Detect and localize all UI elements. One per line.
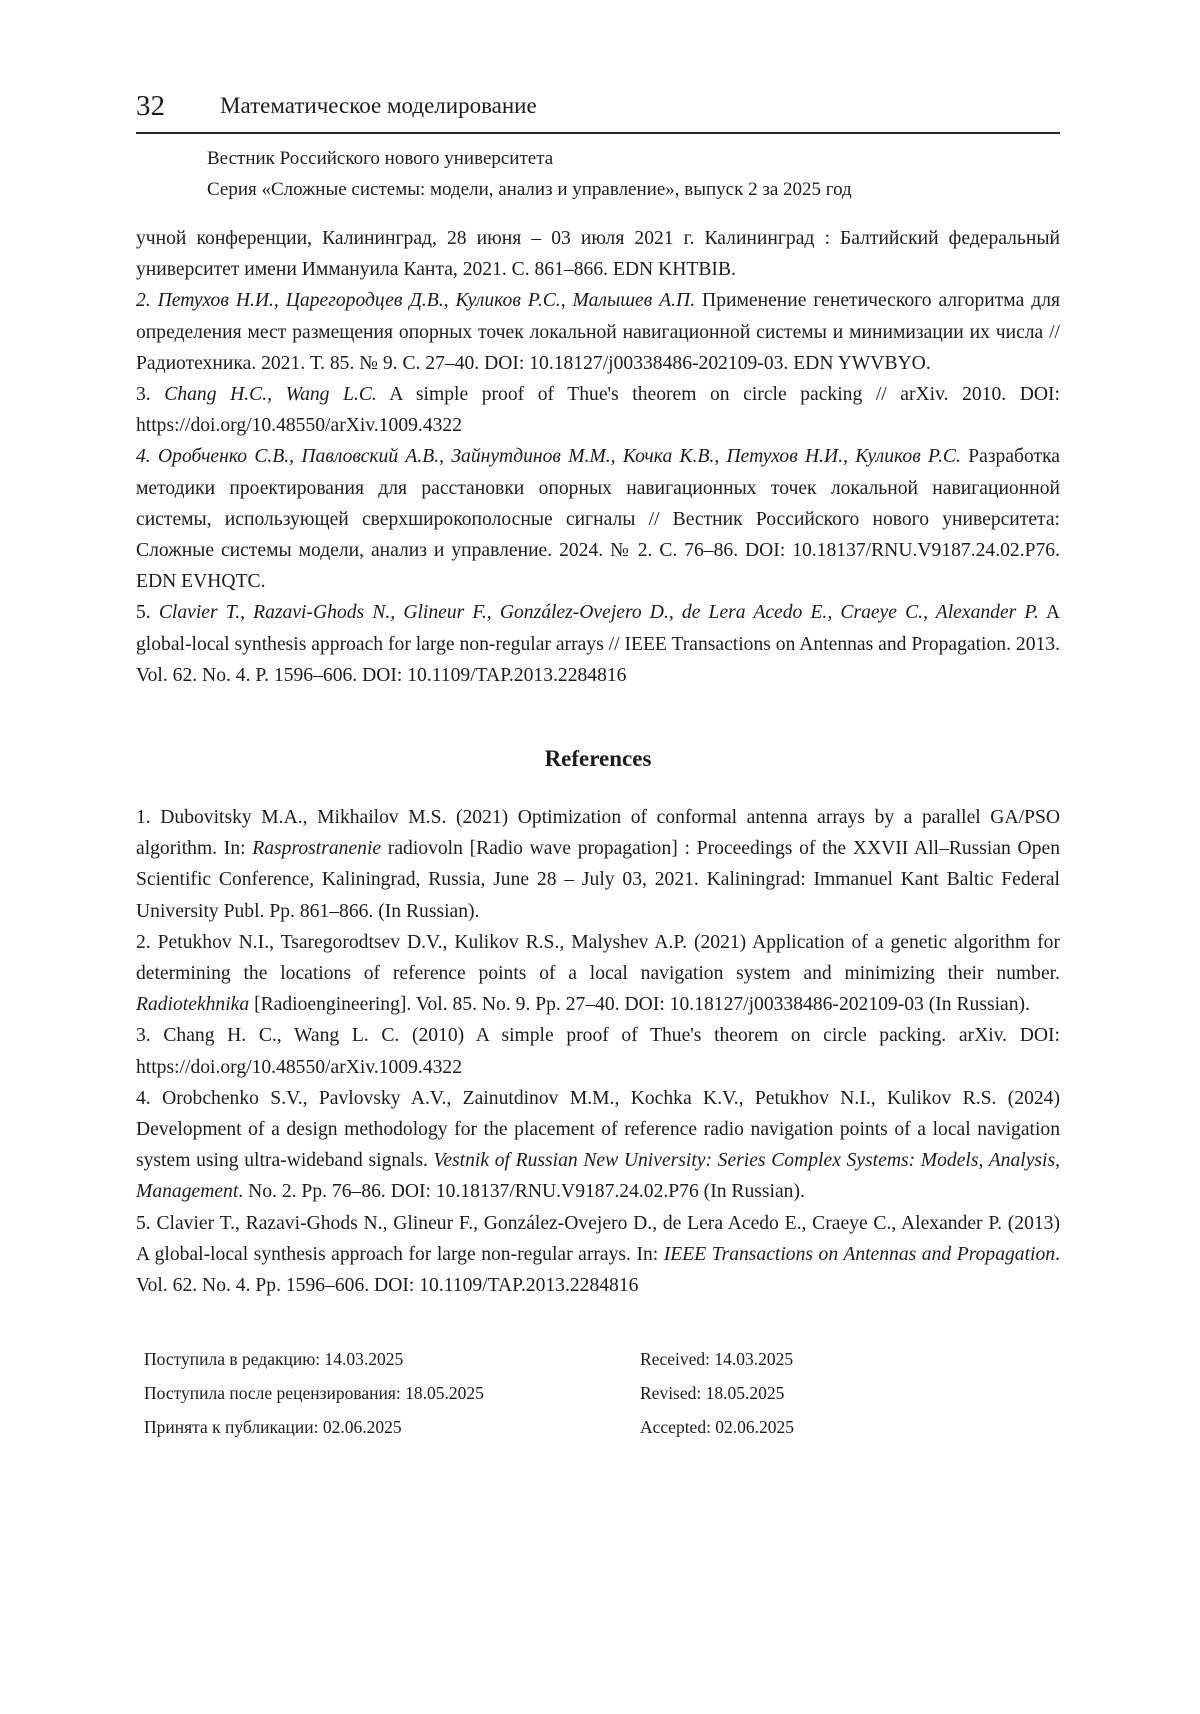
reference-text: 5. Clavier T., Razavi-Ghods N., Glineur F., González-Ovejero D., de Lera Acedo E., Craeye C., Alexander P. (2013) A global-local synthesis approach for large non-regular arrays. In: <box>136 1212 1060 1265</box>
reference-authors: Chang H.C., Wang L.C. <box>164 384 377 406</box>
english-reference-list <box>136 802 1060 1301</box>
reference-item <box>136 1208 1060 1302</box>
reference-authors: Clavier T., Razavi-Ghods N., Glineur F., González-Ovejero D., de Lera Acedo E., Craeye C., Alexander P. <box>158 602 1039 624</box>
article-dates-ru <box>144 1342 484 1444</box>
reference-text: 1. Dubovitsky M.A., Mikhailov M.S. (2021) Optimization of conformal antenna arrays by a parallel GA/PSO algorithm. In: <box>136 807 1060 860</box>
reference-item <box>136 802 1060 927</box>
reference-item <box>136 379 1060 441</box>
references-heading: References <box>544 746 652 771</box>
reference-item <box>136 597 1060 691</box>
reference-text: [Radioengineering]. Vol. 85. No. 9. Pp. 27–40. DOI: 10.18127/j00338486-202109-03 (In Russian). <box>249 994 1030 1016</box>
journal-name: Вестник Российского нового университета <box>207 148 554 169</box>
reference-text: A global-local synthesis approach for large non-regular arrays // IEEE Transactions on Antennas and Propagation. 2013. Vol. 62. No. 4. P. 1596–606. DOI: 10.1109/TAP.2013.2284816 <box>136 602 1060 686</box>
reference-item <box>136 441 1060 597</box>
journal-info <box>207 143 852 205</box>
reference-source: Radiotekhnika <box>136 994 250 1016</box>
reference-text: . No. 2. Pp. 76–86. DOI: 10.18137/RNU.V9187.24.02.P76 (In Russian). <box>238 1181 805 1203</box>
reference-text: 3. Chang H. C., Wang L. C. (2010) A simple proof of Thue's theorem on circle packing. arXiv. DOI: https://doi.org/10.48550/arXiv.1009.4322 <box>136 1025 1060 1078</box>
reference-text: Применение генетического алгоритма для определения мест размещения опорных точек локальной навигационной системы и минимизации их числа // Радиотехника. 2021. Т. 85. № 9. С. 27–40. DOI: 10.18127/j00338486-202109-03. EDN YWVBYO. <box>136 290 1060 374</box>
reference-item <box>136 1020 1060 1082</box>
reference-authors: 2. Петухов Н.И., Царегородцев Д.В., Куликов Р.С., Малышев А.П. <box>136 290 696 312</box>
accepted-date-en: Accepted: 02.06.2025 <box>640 1417 795 1437</box>
reference-item <box>136 927 1060 1021</box>
reference-text: Разработка методики проектирования для расстановки опорных навигационных точек локальной навигационной системы, использующей сверхширокополосные сигналы // Вестник Российского нового университета: Сложные системы модели, анализ и управление. 2024. № 2. С. 76–86. DOI: 10.18137/RNU.V9187.24.02.P76. EDN EVHQTC. <box>136 446 1061 593</box>
received-date-ru: Поступила в редакцию: 14.03.2025 <box>144 1349 404 1369</box>
reference-text: учной конференции, Калининград, 28 июня – 03 июля 2021 г. Калининград : Балтийский федеральный университет имени Иммануила Канта, 2021. С. 861–866. EDN KHTBIB. <box>136 228 1060 281</box>
reference-item <box>136 1083 1060 1208</box>
revised-date-en: Revised: 18.05.2025 <box>640 1383 785 1403</box>
reference-text: A simple proof of Thue's theorem on circle packing // arXiv. 2010. DOI: https://doi.org/10.48550/arXiv.1009.4322 <box>136 384 1060 437</box>
revised-date-ru: Поступила после рецензирования: 18.05.2025 <box>144 1383 484 1403</box>
article-dates-en <box>640 1342 794 1444</box>
accepted-date-ru: Принята к публикации: 02.06.2025 <box>144 1417 402 1437</box>
reference-item <box>136 285 1060 379</box>
page-number: 32 <box>136 90 165 122</box>
running-header <box>136 86 1060 134</box>
section-title: Математическое моделирование <box>220 93 537 118</box>
reference-source: Rasprostranenie <box>252 838 382 860</box>
reference-number: 3. <box>136 384 165 406</box>
reference-item <box>136 223 1060 285</box>
reference-text: . Vol. 62. No. 4. Pp. 1596–606. DOI: 10.1109/TAP.2013.2284816 <box>136 1243 1060 1297</box>
reference-source: IEEE Transactions on Antennas and Propagation <box>663 1243 1056 1265</box>
journal-series: Серия «Сложные системы: модели, анализ и управление», выпуск 2 за 2025 год <box>207 179 852 200</box>
russian-reference-list <box>136 223 1060 691</box>
reference-number: 5. <box>136 602 159 624</box>
reference-authors: 4. Оробченко С.В., Павловский А.В., Зайнутдинов М.М., Кочка К.В., Петухов Н.И., Куликов Р.С. <box>136 446 961 468</box>
reference-source: Vestnik of Russian New University: Series Complex Systems: Models, Analysis, Management <box>136 1150 1060 1203</box>
reference-text: 2. Petukhov N.I., Tsaregorodtsev D.V., Kulikov R.S., Malyshev A.P. (2021) Application of a genetic algorithm for determining the locations of reference points of a local navigation system and minimizing their number. <box>136 931 1060 985</box>
reference-text: 4. Orobchenko S.V., Pavlovsky A.V., Zainutdinov M.M., Kochka K.V., Petukhov N.I., Kulikov R.S. (2024) Development of a design methodology for the placement of reference radio navigation points of a local navigation system using ultra-wideband signals. <box>136 1087 1060 1172</box>
reference-text: radiovoln [Radio wave propagation] : Proceedings of the XXVII All–Russian Open Scientific Conference, Kaliningrad, Russia, June 28 – July 03, 2021. Kaliningrad: Immanuel Kant Baltic Federal University Publ. Pp. 861–866. (In Russian). <box>136 838 1060 922</box>
received-date-en: Received: 14.03.2025 <box>640 1349 794 1369</box>
